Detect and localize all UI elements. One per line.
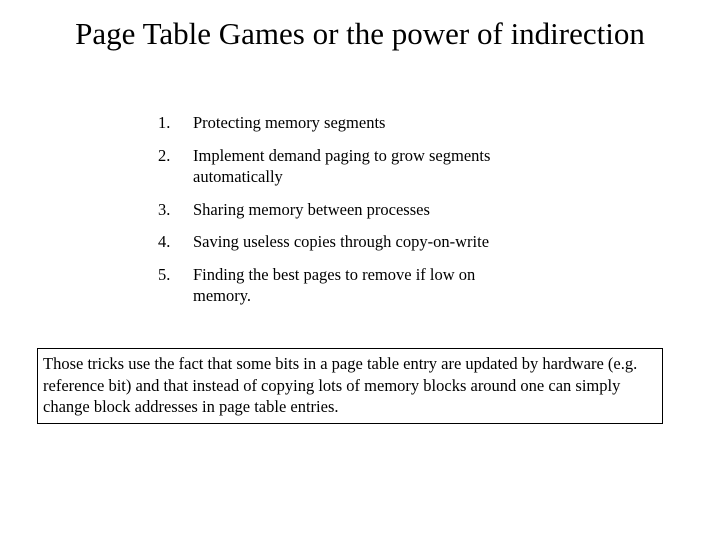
slide-title: Page Table Games or the power of indirection (75, 16, 645, 51)
list-item (158, 264, 498, 307)
list-item (158, 231, 498, 253)
item-text: Finding the best pages to remove if low on memory. (193, 264, 476, 305)
item-text: Protecting memory segments (193, 113, 386, 132)
item-number: 3. (158, 199, 171, 219)
item-number: 4. (158, 232, 171, 251)
item-number: 2. (158, 145, 171, 165)
item-text: Saving useless copies through copy-on-write (193, 232, 490, 251)
item-text: Implement demand paging to grow segments automatically (193, 145, 491, 186)
item-number: 1. (158, 113, 171, 132)
note-box: Those tricks use the fact that some bits in a page table entry are updated by hardware (e.g. reference bit) and that instead of copying lots of memory blocks around one can simply change block addresses in page table entries. (37, 348, 663, 424)
item-number: 5. (158, 264, 171, 284)
technique-list (158, 112, 498, 318)
item-text: Sharing memory between processes (193, 199, 430, 219)
list-item (158, 112, 498, 134)
list-item (158, 145, 498, 188)
list-item (158, 199, 498, 221)
